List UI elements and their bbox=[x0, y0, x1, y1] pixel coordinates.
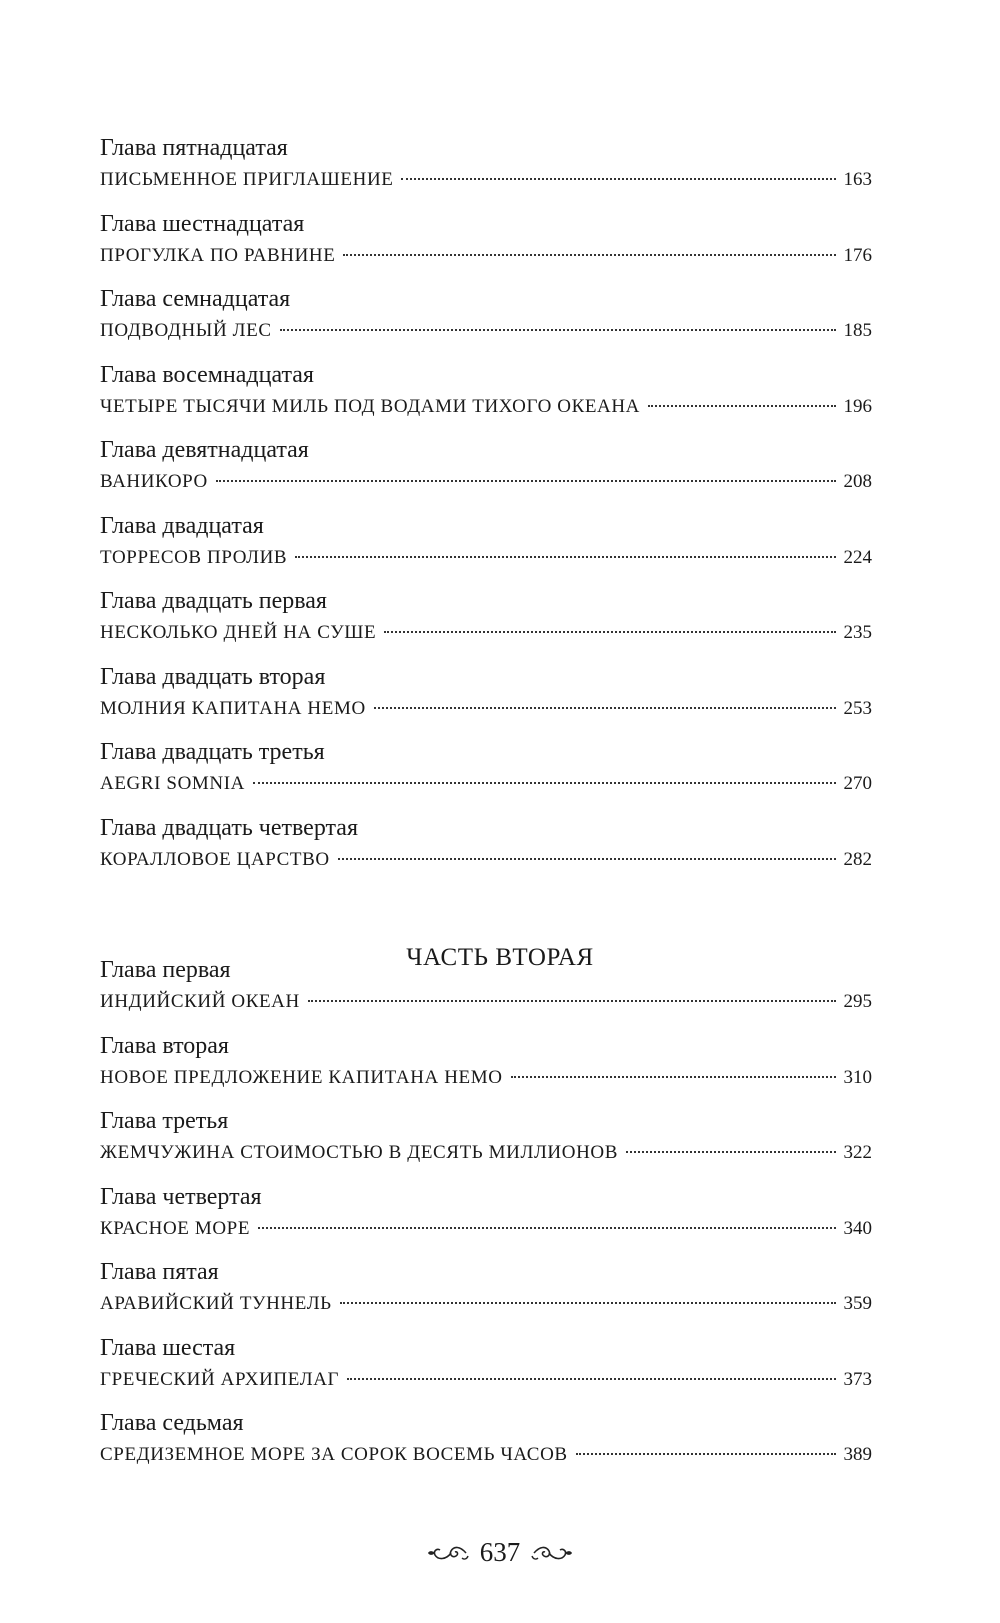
chapter-title: ИНДИЙСКИЙ ОКЕАН bbox=[100, 991, 300, 1012]
toc-line bbox=[100, 1291, 872, 1317]
toc-entry bbox=[100, 511, 872, 587]
chapter-heading: Глава третья bbox=[100, 1108, 229, 1134]
chapter-title: ПОДВОДНЫЙ ЛЕС bbox=[100, 320, 272, 341]
chapter-heading: Глава двадцать первая bbox=[100, 588, 327, 614]
chapter-title: КРАСНОЕ МОРЕ bbox=[100, 1217, 251, 1239]
toc-line bbox=[100, 545, 872, 571]
page-ref: 208 bbox=[843, 471, 872, 492]
page-ref: 270 bbox=[843, 773, 872, 794]
page-ref: 322 bbox=[843, 1142, 872, 1163]
toc-entry bbox=[100, 435, 872, 511]
toc-line bbox=[100, 394, 872, 420]
chapter-heading: Глава двадцать четвертая bbox=[100, 814, 358, 841]
chapter-heading: Глава вторая bbox=[100, 1032, 229, 1059]
dot-leader bbox=[576, 1453, 836, 1455]
toc-entry bbox=[100, 1333, 872, 1409]
chapter-title: ПРОГУЛКА ПО РАВНИНЕ bbox=[100, 244, 336, 266]
dot-leader bbox=[401, 178, 835, 180]
chapter-title: АРАВИЙСКИЙ ТУННЕЛЬ bbox=[100, 1293, 332, 1314]
page-ref: 389 bbox=[843, 1444, 872, 1465]
toc-part-two bbox=[100, 955, 872, 1484]
toc-entry bbox=[100, 1106, 872, 1182]
dot-leader bbox=[374, 707, 836, 709]
chapter-heading: Глава четвертая bbox=[100, 1183, 262, 1210]
toc-line bbox=[100, 1216, 872, 1242]
dot-leader bbox=[343, 254, 835, 256]
chapter-heading: Глава двадцатая bbox=[100, 512, 264, 539]
page-ref: 253 bbox=[843, 697, 872, 719]
toc-line bbox=[100, 167, 872, 193]
page-ref: 295 bbox=[843, 991, 872, 1012]
chapter-heading: Глава пятнадцатая bbox=[100, 135, 288, 161]
dot-leader bbox=[511, 1076, 836, 1078]
chapter-heading: Глава пятая bbox=[100, 1259, 219, 1285]
page-ref: 310 bbox=[843, 1066, 872, 1088]
dot-leader bbox=[340, 1302, 836, 1304]
chapter-title: НЕСКОЛЬКО ДНЕЙ НА СУШЕ bbox=[100, 622, 377, 643]
chapter-heading: Глава девятнадцатая bbox=[100, 437, 309, 463]
toc-line bbox=[100, 696, 872, 722]
toc-line bbox=[100, 243, 872, 269]
chapter-title: ЖЕМЧУЖИНА СТОИМОСТЬЮ В ДЕСЯТЬ МИЛЛИОНОВ bbox=[100, 1142, 618, 1163]
toc-line bbox=[100, 620, 872, 646]
toc-line bbox=[100, 1442, 872, 1468]
toc-line bbox=[100, 771, 872, 797]
chapter-heading: Глава восемнадцатая bbox=[100, 361, 314, 388]
chapter-title: ВАНИКОРО bbox=[100, 471, 208, 492]
chapter-heading: Глава двадцать третья bbox=[100, 739, 325, 765]
part-two-heading: ЧАСТЬ ВТОРАЯ bbox=[406, 944, 594, 971]
dot-leader bbox=[253, 782, 836, 784]
page-ref: 185 bbox=[843, 320, 872, 341]
chapter-title: ЧЕТЫРЕ ТЫСЯЧИ МИЛЬ ПОД ВОДАМИ ТИХОГО ОКЕАНА bbox=[100, 395, 641, 417]
toc-entry bbox=[100, 1257, 872, 1333]
dot-leader bbox=[308, 1000, 836, 1002]
chapter-title: СРЕДИЗЕМНОЕ МОРЕ ЗА СОРОК ВОСЕМЬ ЧАСОВ bbox=[100, 1444, 568, 1465]
toc-line bbox=[100, 1367, 872, 1393]
toc-line bbox=[100, 989, 872, 1015]
toc-entry bbox=[100, 133, 872, 209]
toc-entry bbox=[100, 360, 872, 436]
toc-entry bbox=[100, 813, 872, 889]
chapter-title: КОРАЛЛОВОЕ ЦАРСТВО bbox=[100, 848, 330, 870]
dot-leader bbox=[648, 405, 835, 407]
toc-line bbox=[100, 469, 872, 495]
toc-line bbox=[100, 847, 872, 873]
page-number: 637 bbox=[479, 1537, 521, 1567]
chapter-heading: Глава двадцать вторая bbox=[100, 663, 326, 690]
chapter-title: AEGRI SOMNIA bbox=[100, 773, 245, 794]
dot-leader bbox=[626, 1151, 836, 1153]
toc-part-one bbox=[100, 133, 872, 888]
chapter-title: ПИСЬМЕННОЕ ПРИГЛАШЕНИЕ bbox=[100, 169, 394, 190]
toc-line bbox=[100, 318, 872, 344]
chapter-heading: Глава шестнадцатая bbox=[100, 210, 305, 237]
chapter-heading: Глава первая bbox=[100, 957, 231, 983]
toc-line bbox=[100, 1140, 872, 1166]
toc-entry bbox=[100, 586, 872, 662]
chapter-heading: Глава седьмая bbox=[100, 1410, 244, 1436]
scroll-ornament-icon bbox=[426, 1542, 470, 1564]
page-ref: 282 bbox=[843, 848, 872, 870]
dot-leader bbox=[258, 1227, 835, 1229]
page-ref: 163 bbox=[843, 169, 872, 190]
page-ref: 340 bbox=[843, 1217, 872, 1239]
dot-leader bbox=[347, 1378, 835, 1380]
chapter-heading: Глава шестая bbox=[100, 1334, 236, 1361]
dot-leader bbox=[384, 631, 835, 633]
page-ref: 235 bbox=[843, 622, 872, 643]
toc-entry bbox=[100, 209, 872, 285]
toc-entry bbox=[100, 1182, 872, 1258]
page-ref: 176 bbox=[843, 244, 872, 266]
toc-entry bbox=[100, 737, 872, 813]
toc-entry bbox=[100, 662, 872, 738]
chapter-title: НОВОЕ ПРЕДЛОЖЕНИЕ КАПИТАНА НЕМО bbox=[100, 1066, 503, 1088]
dot-leader bbox=[338, 858, 836, 860]
page-ref: 373 bbox=[843, 1368, 872, 1390]
toc-entry bbox=[100, 284, 872, 360]
dot-leader bbox=[216, 480, 836, 482]
chapter-title: МОЛНИЯ КАПИТАНА НЕМО bbox=[100, 697, 366, 719]
scroll-ornament-icon bbox=[530, 1542, 574, 1564]
chapter-heading: Глава семнадцатая bbox=[100, 286, 291, 312]
page-ref: 196 bbox=[843, 395, 872, 417]
dot-leader bbox=[295, 556, 835, 558]
toc-entry bbox=[100, 1031, 872, 1107]
page-ref: 224 bbox=[843, 546, 872, 568]
page-folio bbox=[0, 1537, 1000, 1568]
page-ref: 359 bbox=[843, 1293, 872, 1314]
toc-entry bbox=[100, 955, 872, 1031]
dot-leader bbox=[280, 329, 836, 331]
toc-entry bbox=[100, 1408, 872, 1484]
toc-line bbox=[100, 1065, 872, 1091]
chapter-title: ГРЕЧЕСКИЙ АРХИПЕЛАГ bbox=[100, 1368, 340, 1390]
chapter-title: ТОРРЕСОВ ПРОЛИВ bbox=[100, 546, 288, 568]
